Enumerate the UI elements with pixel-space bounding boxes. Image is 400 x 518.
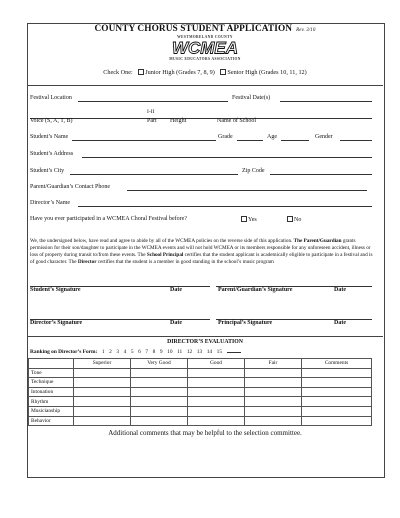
agreement-text: We, the undersigned below, have read and agree to abide by all of the WCMEA policies on the reverse side of this application. The Parent/Guardian grants permission for their son/daughter to participate in the WCMEA events and will not hold WCMEA or its members responsible for any unforeseen accident, illness or loss of property during transit to/from these events. The School Principal certifies that the student applicant is academically eligible to participate in a festival and is of good character. The Director certifies that the student is a member in good standing in the school’s music program <box>30 238 373 265</box>
rank-number[interactable]: 13 <box>196 349 203 355</box>
rank-number[interactable]: 4 <box>123 349 127 355</box>
rating-cell[interactable] <box>245 397 302 407</box>
rating-cell[interactable] <box>74 397 131 407</box>
city-label: Student’s City <box>30 168 65 174</box>
rating-cell[interactable] <box>131 406 188 416</box>
principal-signature-label: Principal’s Signature <box>218 320 273 326</box>
principal-date-label: Date <box>334 320 346 326</box>
criterion-label: Intonation <box>29 387 74 397</box>
header-cell: Good <box>188 359 245 369</box>
part-label: Part <box>147 118 157 124</box>
rank-number[interactable]: 15 <box>216 349 223 355</box>
rank-blank[interactable] <box>227 352 241 353</box>
student-name-label: Student’s Name <box>30 134 69 140</box>
student-name-field[interactable] <box>72 140 216 141</box>
criterion-label: Tone <box>29 368 74 378</box>
school-label: Name of School <box>217 118 256 124</box>
age-field[interactable] <box>281 140 309 141</box>
revision: Rev. 3/10 <box>296 28 316 33</box>
zip-label: Zip Code <box>242 168 265 174</box>
student-signature-label: Student’s Signature <box>30 287 81 293</box>
rating-cell[interactable] <box>245 416 302 426</box>
rating-cell[interactable] <box>131 416 188 426</box>
rating-cell[interactable] <box>131 368 188 378</box>
rank-number[interactable]: 2 <box>109 349 112 355</box>
table-row <box>29 387 372 397</box>
festival-location-label: Festival Location <box>30 95 72 101</box>
parent-contact-field[interactable] <box>127 190 367 191</box>
age-label: Age <box>267 134 277 140</box>
festival-location-field[interactable] <box>78 101 228 102</box>
festival-dates-field[interactable] <box>280 101 372 102</box>
zip-field[interactable] <box>270 174 372 175</box>
address-label: Student’s Address <box>30 151 74 157</box>
evaluation-divider <box>27 336 383 337</box>
criterion-label: Rhythm <box>29 397 74 407</box>
criterion-label: Behavior <box>29 416 74 426</box>
rating-cell[interactable] <box>131 387 188 397</box>
no-checkbox[interactable] <box>287 216 293 222</box>
senior-checkbox[interactable] <box>220 69 226 75</box>
header-cell: Very Good <box>131 359 188 369</box>
rating-cell[interactable] <box>245 387 302 397</box>
rating-cell[interactable] <box>188 406 245 416</box>
parent-signature-label: Parent/Guardian’s Signature <box>218 287 293 293</box>
rank-number[interactable]: 5 <box>130 349 134 355</box>
table-row <box>29 397 372 407</box>
rating-cell[interactable] <box>188 387 245 397</box>
part-roman: I-II <box>147 109 155 115</box>
rank-number[interactable]: 14 <box>206 349 213 355</box>
rank-number[interactable]: 11 <box>177 349 183 355</box>
grade-label: Grade <box>218 134 233 140</box>
comment-cell[interactable] <box>302 397 372 407</box>
parent-date-label: Date <box>334 287 346 293</box>
header <box>27 23 383 86</box>
evaluation-table <box>28 358 372 426</box>
rating-cell[interactable] <box>188 368 245 378</box>
festival-dates-label: Festival Date(s) <box>232 95 271 101</box>
comment-cell[interactable] <box>302 368 372 378</box>
yes-option: Yes <box>237 216 257 223</box>
rank-number[interactable]: 12 <box>186 349 193 355</box>
city-field[interactable] <box>70 174 238 175</box>
rating-cell[interactable] <box>131 378 188 388</box>
gender-field[interactable] <box>340 140 372 141</box>
director-name-label: Director’s Name <box>30 200 71 206</box>
rank-number[interactable]: 6 <box>138 349 141 355</box>
participated-question: Have you ever participated in a WCMEA Choral Festival before? <box>30 216 188 222</box>
parent-contact-label: Parent/Guardian’s Contact Phone <box>30 184 110 190</box>
svg-text:WCMEA: WCMEA <box>171 39 239 56</box>
rating-cell[interactable] <box>188 397 245 407</box>
rank-number[interactable]: 9 <box>159 349 163 355</box>
rating-cell[interactable] <box>245 406 302 416</box>
rating-cell[interactable] <box>188 378 245 388</box>
rank-number[interactable]: 1 <box>101 349 105 355</box>
level-check-row: Check One: Junior High (Grades 7, 8, 9) Senior High (Grades 10, 11, 12) <box>103 69 307 76</box>
comment-cell[interactable] <box>302 416 372 426</box>
header-cell: Superior <box>74 359 131 369</box>
rank-number[interactable]: 3 <box>116 349 120 355</box>
comment-cell[interactable] <box>302 387 372 397</box>
wcmea-logo <box>162 39 248 56</box>
comment-cell[interactable] <box>302 378 372 388</box>
director-signature-label: Director’s Signature <box>30 320 83 326</box>
junior-option: Junior High (Grades 7, 8, 9) <box>145 69 215 76</box>
table-row <box>29 378 372 388</box>
rating-cell[interactable] <box>74 406 131 416</box>
header-cell: Comments <box>302 359 372 369</box>
rating-cell[interactable] <box>188 416 245 426</box>
rating-cell[interactable] <box>74 378 131 388</box>
additional-comments-label: Additional comments that may be helpful to the selection committee. <box>108 429 302 437</box>
director-date-label: Date <box>170 320 182 326</box>
yes-checkbox[interactable] <box>241 216 247 222</box>
gender-label: Gender <box>315 134 333 140</box>
height-label: Height <box>170 118 187 124</box>
address-field[interactable] <box>82 157 372 158</box>
criterion-label: Musicianship <box>29 406 74 416</box>
rating-cell[interactable] <box>74 368 131 378</box>
director-name-field[interactable] <box>78 206 372 207</box>
evaluation-title: DIRECTOR’S EVALUATION <box>167 339 243 345</box>
rank-number[interactable]: 8 <box>152 349 156 355</box>
ranking-row: Ranking on Director’s Form: 1 2 3 4 5 6 7 8 9 10 11 12 13 14 15 <box>30 349 241 355</box>
rating-cell[interactable] <box>245 368 302 378</box>
criterion-label: Technique <box>29 378 74 388</box>
rank-number[interactable]: 10 <box>167 349 173 355</box>
no-option: No <box>283 216 301 223</box>
table-row <box>29 416 372 426</box>
junior-checkbox[interactable] <box>138 69 144 75</box>
rating-cell[interactable] <box>74 387 131 397</box>
comment-cell[interactable] <box>302 406 372 416</box>
rank-number[interactable]: 7 <box>145 349 149 355</box>
form-title: COUNTY CHORUS STUDENT APPLICATION Rev. 3/10 <box>94 24 316 34</box>
senior-option: Senior High (Grades 10, 11, 12) <box>227 69 307 76</box>
logo-bottom-text: MUSIC EDUCATORS ASSOCIATION <box>169 57 241 61</box>
table-row <box>29 368 372 378</box>
grade-field[interactable] <box>237 140 263 141</box>
voice-row-line[interactable] <box>30 118 372 119</box>
table-row <box>29 406 372 416</box>
logo-top-text: WESTMORELAND COUNTY <box>177 35 233 39</box>
voice-label: Voice (S, A, T, B) <box>30 118 73 124</box>
student-date-label: Date <box>170 287 182 293</box>
header-cell: Fair <box>245 359 302 369</box>
rating-cell[interactable] <box>131 397 188 407</box>
rating-cell[interactable] <box>74 416 131 426</box>
rating-cell[interactable] <box>245 378 302 388</box>
header-cell <box>29 359 74 369</box>
evaluation-header-row <box>29 359 372 369</box>
